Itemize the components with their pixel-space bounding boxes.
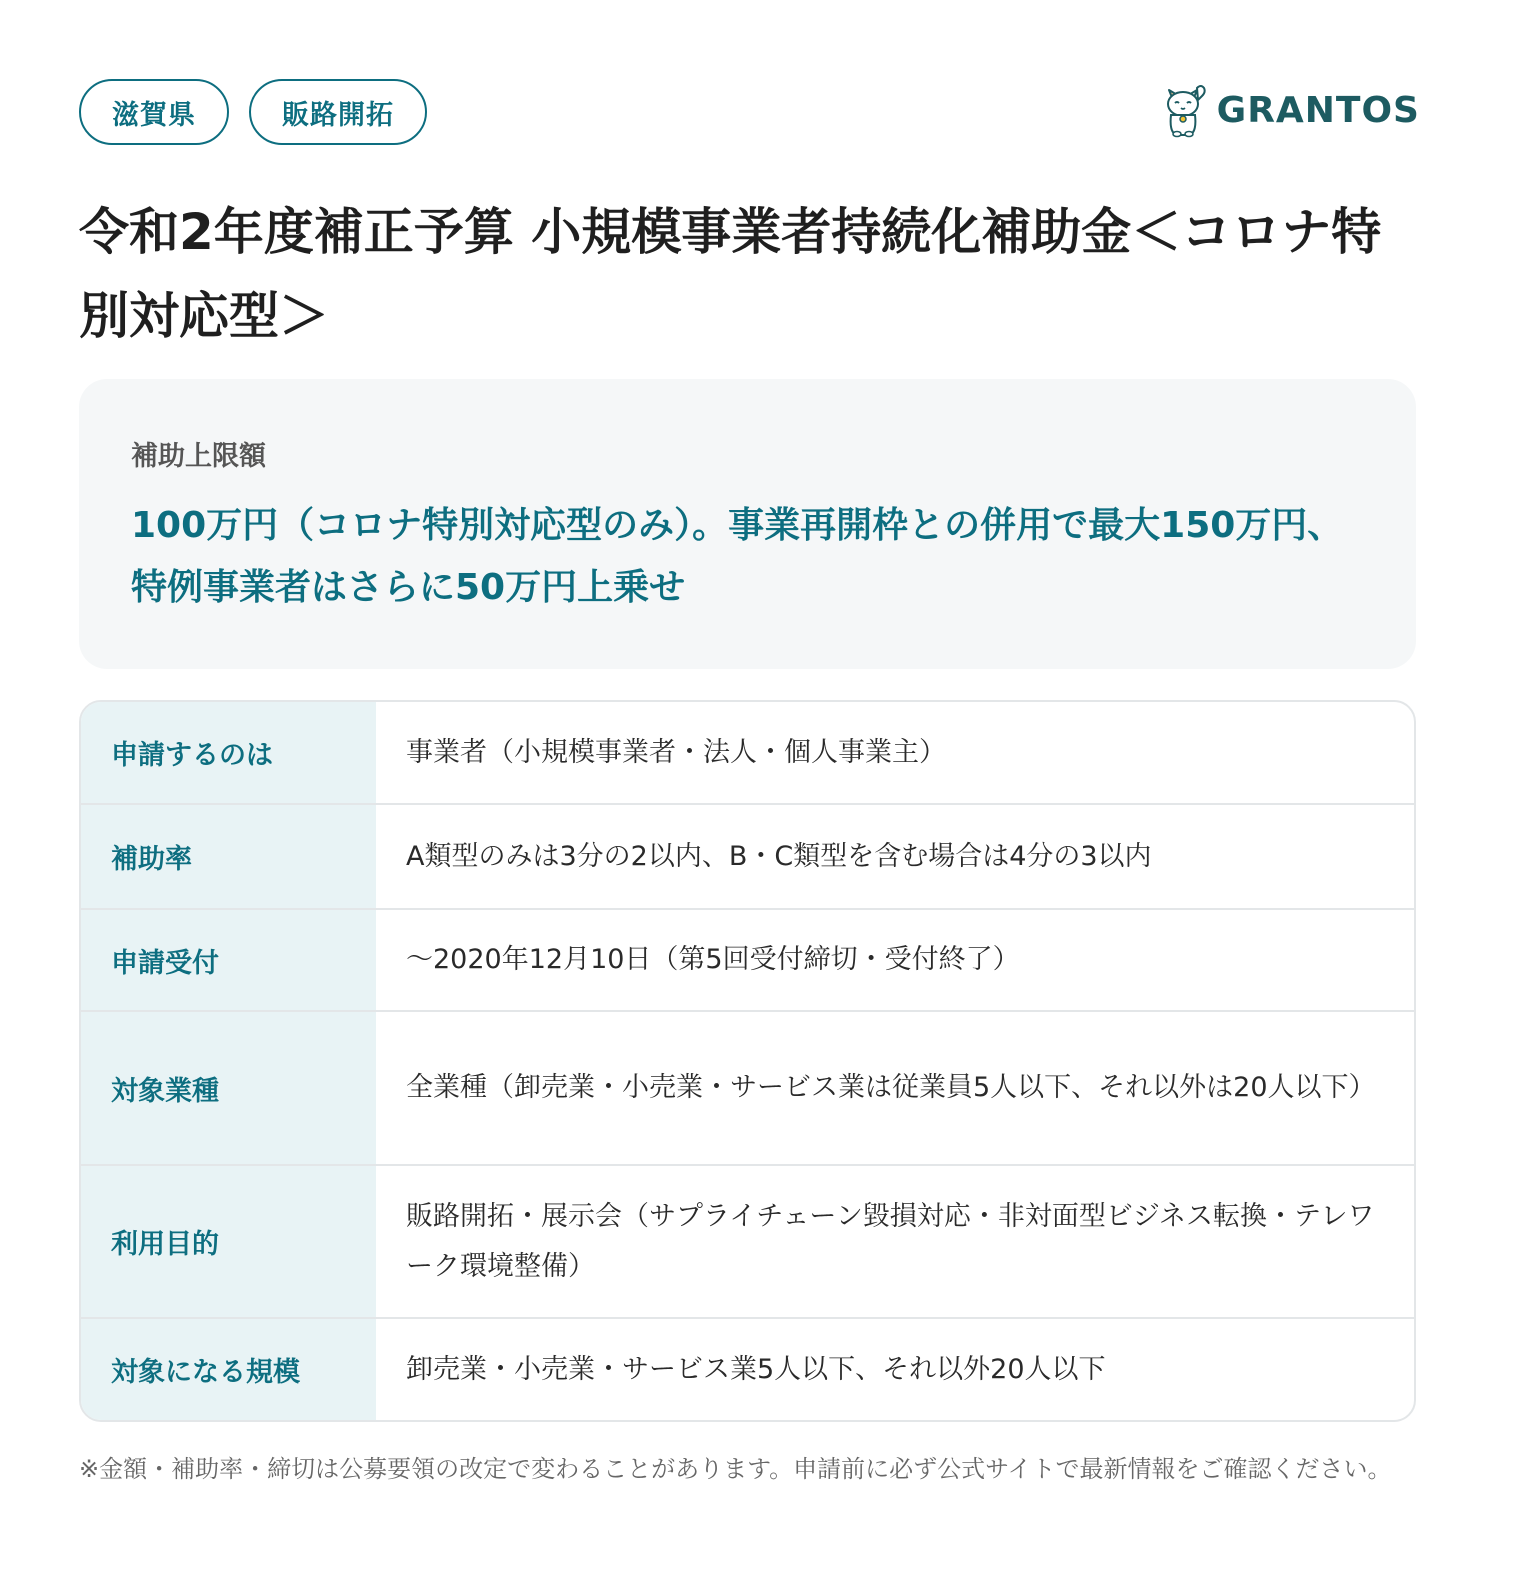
table-row-rate xyxy=(81,803,1414,908)
tag-list xyxy=(79,79,427,145)
row-value: 卸売業・小売業・サービス業5人以下、それ以外20人以下 xyxy=(406,1353,1106,1385)
row-value: A類型のみは3分の2以内、B・C類型を含む場合は4分の3以内 xyxy=(406,840,1152,872)
row-label: 対象になる規模 xyxy=(81,1319,376,1420)
row-value: 事業者（小規模事業者・法人・個人事業主） xyxy=(406,736,946,768)
table-row-industry xyxy=(81,1010,1414,1164)
table-row-purpose xyxy=(81,1164,1414,1317)
table-row-deadline xyxy=(81,908,1414,1010)
logo-text: GRANTOS xyxy=(1216,89,1420,131)
disclaimer-note: ※金額・補助率・締切は公募要領の改定で変わることがあります。申請前に必ず公式サイトで最新情報をご確認ください。 xyxy=(79,1455,1392,1483)
row-label: 補助率 xyxy=(81,805,376,908)
amount-box xyxy=(79,379,1416,669)
row-label: 申請するのは xyxy=(81,702,376,803)
row-value: 全業種（卸売業・小売業・サービス業は従業員5人以下、それ以外は20人以下） xyxy=(406,1072,1376,1103)
row-label: 対象業種 xyxy=(81,1012,376,1164)
row-value: 販路開拓・展示会（サプライチェーン毀損対応・非対面型ビジネス転換・テレワーク環境整備） xyxy=(406,1200,1375,1282)
grantos-logo xyxy=(1163,82,1420,138)
amount-label: 補助上限額 xyxy=(131,441,266,472)
table-row-scale xyxy=(81,1317,1414,1420)
tag-prefecture[interactable]: 滋賀県 xyxy=(79,79,229,145)
amount-value: 100万円（コロナ特別対応型のみ）。事業再開枠との併用で最大150万円、特例事業者はさらに50万円上乗せ xyxy=(131,505,1344,608)
info-table xyxy=(79,700,1416,1422)
table-row-applicant xyxy=(81,702,1414,803)
tag-category[interactable]: 販路開拓 xyxy=(249,79,427,145)
row-label: 申請受付 xyxy=(81,910,376,1010)
maneki-neko-cat-icon xyxy=(1163,82,1207,138)
row-label: 利用目的 xyxy=(81,1166,376,1317)
page-title: 令和2年度補正予算 小規模事業者持続化補助金＜コロナ特別対応型＞ xyxy=(79,203,1382,345)
row-value: 〜2020年12月10日（第5回受付締切・受付終了） xyxy=(406,944,1020,975)
